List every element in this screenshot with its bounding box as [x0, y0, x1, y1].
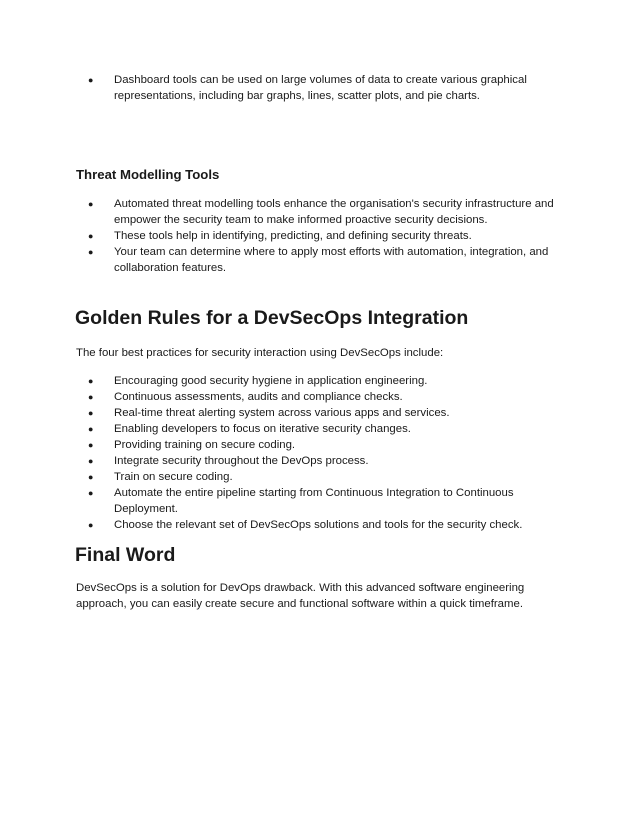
list-item-text: Real-time threat alerting system across various apps and services.	[114, 407, 450, 419]
list-item-text: Enabling developers to focus on iterative security changes.	[114, 423, 411, 435]
bullet-icon: ●	[88, 440, 94, 450]
threat-modelling-list	[76, 196, 564, 276]
list-item-text: Continuous assessments, audits and compliance checks.	[114, 391, 403, 403]
bullet-icon: ●	[88, 456, 94, 466]
list-item	[76, 389, 526, 405]
golden-rules-list	[76, 373, 526, 533]
bullet-icon: ●	[88, 392, 94, 402]
list-item-text: Providing training on secure coding.	[114, 439, 296, 451]
list-item	[76, 196, 564, 228]
bullet-icon: ●	[88, 247, 94, 257]
dashboard-tools-list	[76, 72, 546, 104]
bullet-icon: ●	[88, 408, 94, 418]
list-item-text: Encouraging good security hygiene in application engineering.	[114, 375, 428, 387]
bullet-icon: ●	[88, 75, 94, 85]
list-item	[76, 72, 546, 104]
final-word-heading: Final Word	[75, 544, 176, 566]
bullet-icon: ●	[88, 424, 94, 434]
list-item-text: These tools help in identifying, predicting, and defining security threats.	[114, 230, 472, 242]
bullet-icon: ●	[88, 488, 94, 498]
list-item-text: Choose the relevant set of DevSecOps solutions and tools for the security check.	[114, 519, 523, 531]
bullet-icon: ●	[88, 231, 94, 241]
list-item	[76, 373, 526, 389]
bullet-icon: ●	[88, 472, 94, 482]
list-item-text: Integrate security throughout the DevOps process.	[114, 455, 369, 467]
list-item	[76, 517, 526, 533]
list-item	[76, 437, 526, 453]
list-item-text: Dashboard tools can be used on large volumes of data to create various graphical representations, including bar graphs, lines, scatter plots, and pie charts.	[114, 74, 527, 102]
list-item-text: Automated threat modelling tools enhance the organisation's security infrastructure and empower the security team to make informed proactive security decisions.	[114, 198, 554, 226]
list-item-text: Your team can determine where to apply most efforts with automation, integration, and collaboration features.	[114, 246, 549, 274]
golden-rules-intro: The four best practices for security interaction using DevSecOps include:	[76, 347, 444, 359]
list-item	[76, 421, 526, 437]
list-item-text: Automate the entire pipeline starting from Continuous Integration to Continuous Deployment.	[114, 487, 514, 515]
bullet-icon: ●	[88, 376, 94, 386]
list-item	[76, 469, 526, 485]
threat-modelling-heading: Threat Modelling Tools	[76, 167, 220, 182]
final-word-body: DevSecOps is a solution for DevOps drawback. With this advanced software engineering approach, you can easily create secure and functional software within a quick timeframe.	[76, 582, 525, 610]
golden-rules-heading: Golden Rules for a DevSecOps Integration	[75, 307, 469, 329]
bullet-icon: ●	[88, 520, 94, 530]
list-item	[76, 228, 564, 244]
list-item	[76, 405, 526, 421]
bullet-icon: ●	[88, 199, 94, 209]
list-item	[76, 453, 526, 469]
list-item	[76, 244, 564, 276]
list-item-text: Train on secure coding.	[114, 471, 233, 483]
list-item	[76, 485, 526, 517]
